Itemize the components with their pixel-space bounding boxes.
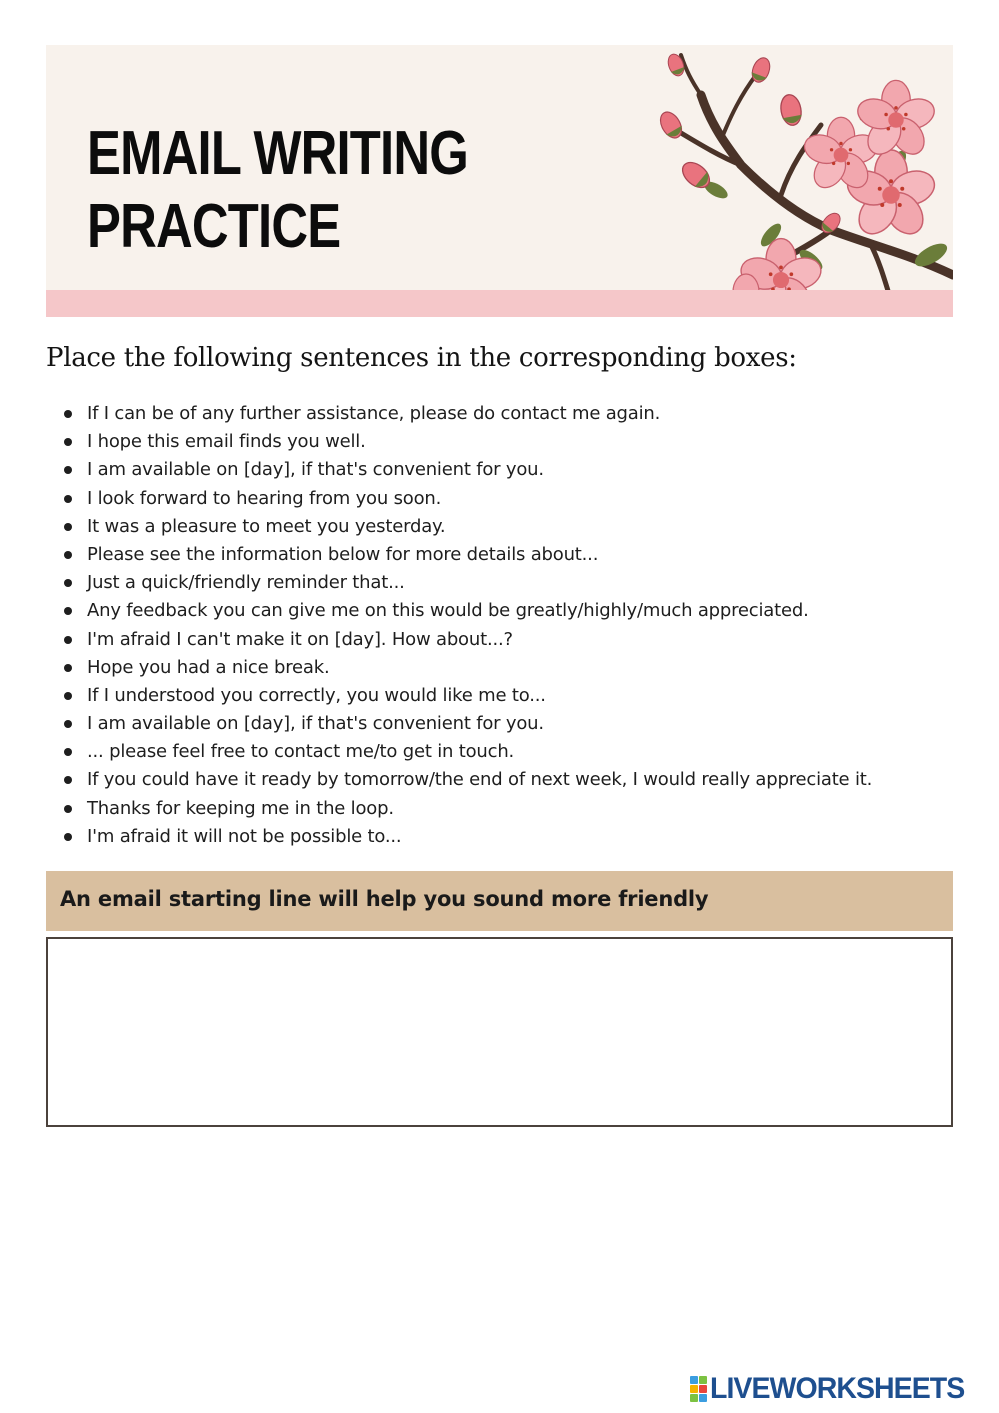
list-item[interactable] xyxy=(87,710,872,738)
bullet-icon xyxy=(64,438,72,446)
sentence-text: I am available on [day], if that's convenient for you. xyxy=(87,713,544,735)
list-item[interactable] xyxy=(87,428,872,456)
section-header xyxy=(46,871,953,931)
liveworksheets-logo xyxy=(690,1373,978,1405)
sentence-text: ... please feel free to contact me/to get in touch. xyxy=(87,741,515,763)
bullet-icon xyxy=(64,551,72,559)
cherry-blossom-icon xyxy=(631,45,953,317)
sentence-text: I look forward to hearing from you soon. xyxy=(87,487,442,509)
sentence-text: Any feedback you can give me on this would be greatly/highly/much appreciated. xyxy=(87,600,809,622)
sentence-text: Please see the information below for more details about... xyxy=(87,543,599,565)
list-item[interactable] xyxy=(87,456,872,484)
sentence-text: I am available on [day], if that's convenient for you. xyxy=(87,459,544,481)
bullet-icon xyxy=(64,664,72,672)
bullet-icon xyxy=(64,805,72,813)
sentence-text: Thanks for keeping me in the loop. xyxy=(87,797,394,819)
list-item[interactable] xyxy=(87,597,872,625)
list-item[interactable] xyxy=(87,569,872,597)
bullet-icon xyxy=(64,495,72,503)
bullet-icon xyxy=(64,523,72,531)
bullet-icon xyxy=(64,466,72,474)
sentence-text: I'm afraid I can't make it on [day]. How about...? xyxy=(87,628,513,650)
list-item[interactable] xyxy=(87,682,872,710)
sentence-text: If I understood you correctly, you would like me to... xyxy=(87,684,546,706)
sentence-text: I'm afraid it will not be possible to... xyxy=(87,825,402,847)
list-item[interactable] xyxy=(87,400,872,428)
sentence-text: Just a quick/friendly reminder that... xyxy=(87,572,405,594)
section-heading: An email starting line will help you sound more friendly xyxy=(60,887,709,911)
list-item[interactable] xyxy=(87,823,872,851)
bullet-icon xyxy=(64,748,72,756)
bullet-icon xyxy=(64,636,72,644)
bullet-icon xyxy=(64,579,72,587)
list-item[interactable] xyxy=(87,795,872,823)
bullet-icon xyxy=(64,607,72,615)
sentence-list xyxy=(87,400,872,851)
logo-mark-icon xyxy=(690,1376,707,1402)
answer-drop-box[interactable] xyxy=(46,937,953,1127)
bullet-icon xyxy=(64,692,72,700)
header-banner xyxy=(46,45,953,317)
list-item[interactable] xyxy=(87,766,872,794)
bullet-icon xyxy=(64,776,72,784)
list-item[interactable] xyxy=(87,485,872,513)
logo-text: LIVEWORKSHEETS xyxy=(710,1372,965,1405)
list-item[interactable] xyxy=(87,541,872,569)
banner-stripe xyxy=(46,290,953,317)
list-item[interactable] xyxy=(87,654,872,682)
title-line-2: PRACTICE xyxy=(87,192,341,261)
list-item[interactable] xyxy=(87,513,872,541)
title-line-1: EMAIL WRITING xyxy=(87,119,468,188)
sentence-text: It was a pleasure to meet you yesterday. xyxy=(87,515,446,537)
bullet-icon xyxy=(64,833,72,841)
bullet-icon xyxy=(64,720,72,728)
sentence-text: Hope you had a nice break. xyxy=(87,656,330,678)
list-item[interactable] xyxy=(87,626,872,654)
sentence-text: I hope this email finds you well. xyxy=(87,431,366,453)
page-title xyxy=(87,117,468,263)
sentence-text: If I can be of any further assistance, please do contact me again. xyxy=(87,403,661,424)
list-item[interactable] xyxy=(87,738,872,766)
instruction-text: Place the following sentences in the corresponding boxes: xyxy=(46,343,797,373)
sentence-text: If you could have it ready by tomorrow/the end of next week, I would really appreciate it. xyxy=(87,769,873,791)
bullet-icon xyxy=(64,410,72,418)
